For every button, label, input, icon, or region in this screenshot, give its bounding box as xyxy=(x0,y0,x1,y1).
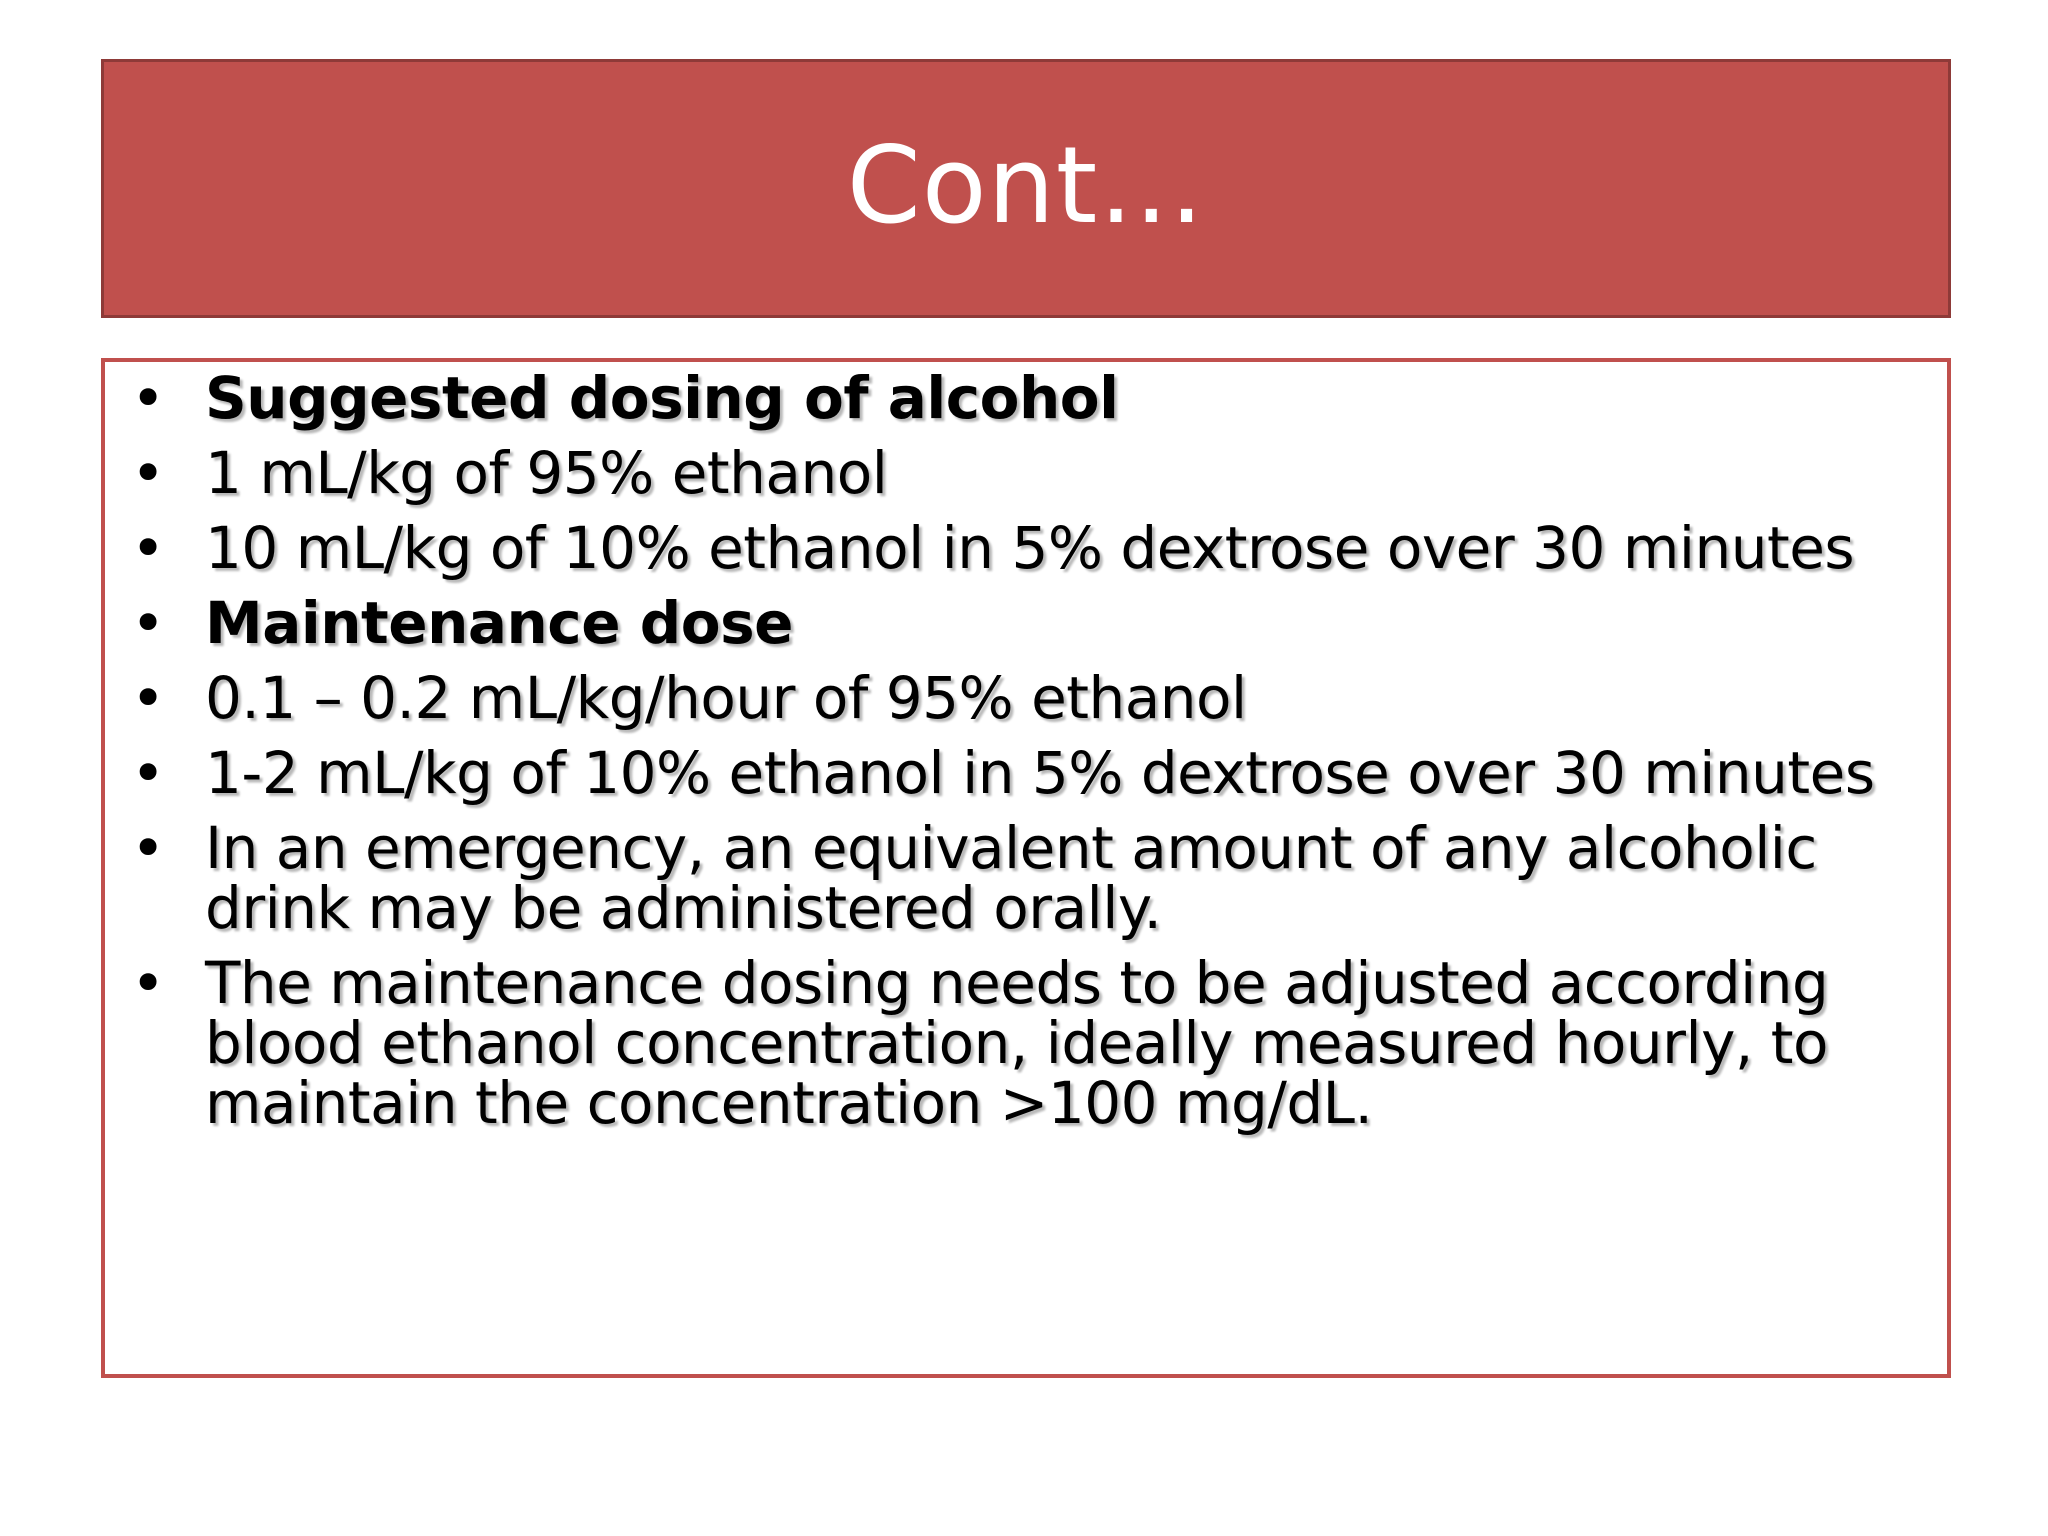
bullet-item xyxy=(125,364,1935,432)
bullet-item xyxy=(125,739,1935,807)
bullet-icon: • xyxy=(131,439,165,507)
bullet-text: 1-2 mL/kg of 10% ethanol in 5% dextrose over 30 minutes xyxy=(205,739,1875,807)
bullet-item xyxy=(125,664,1935,732)
bullet-item xyxy=(125,814,1935,942)
bullet-text: Maintenance dose xyxy=(205,589,793,657)
bullet-icon: • xyxy=(131,589,165,657)
bullet-list xyxy=(125,364,1935,1148)
bullet-icon: • xyxy=(131,949,165,1017)
bullet-icon: • xyxy=(131,514,165,582)
bullet-icon: • xyxy=(131,664,165,732)
bullet-text: 0.1 – 0.2 mL/kg/hour of 95% ethanol xyxy=(205,664,1247,732)
content-box xyxy=(101,358,1951,1378)
bullet-text: The maintenance dosing needs to be adjusted according blood ethanol concentration, ideally measured hourly, to maintain the concentration >100 mg/dL. xyxy=(205,949,1829,1137)
bullet-text: Suggested dosing of alcohol xyxy=(205,364,1119,432)
bullet-icon: • xyxy=(131,364,165,432)
bullet-icon: • xyxy=(131,814,165,882)
bullet-item xyxy=(125,514,1935,582)
bullet-text: In an emergency, an equivalent amount of any alcoholic drink may be administered orally. xyxy=(205,814,1817,942)
bullet-item xyxy=(125,589,1935,657)
bullet-item xyxy=(125,439,1935,507)
bullet-text: 1 mL/kg of 95% ethanol xyxy=(205,439,888,507)
bullet-text: 10 mL/kg of 10% ethanol in 5% dextrose over 30 minutes xyxy=(205,514,1855,582)
bullet-item xyxy=(125,949,1935,1137)
slide-title: Cont… xyxy=(846,123,1206,247)
title-banner xyxy=(101,59,1951,318)
bullet-icon: • xyxy=(131,739,165,807)
